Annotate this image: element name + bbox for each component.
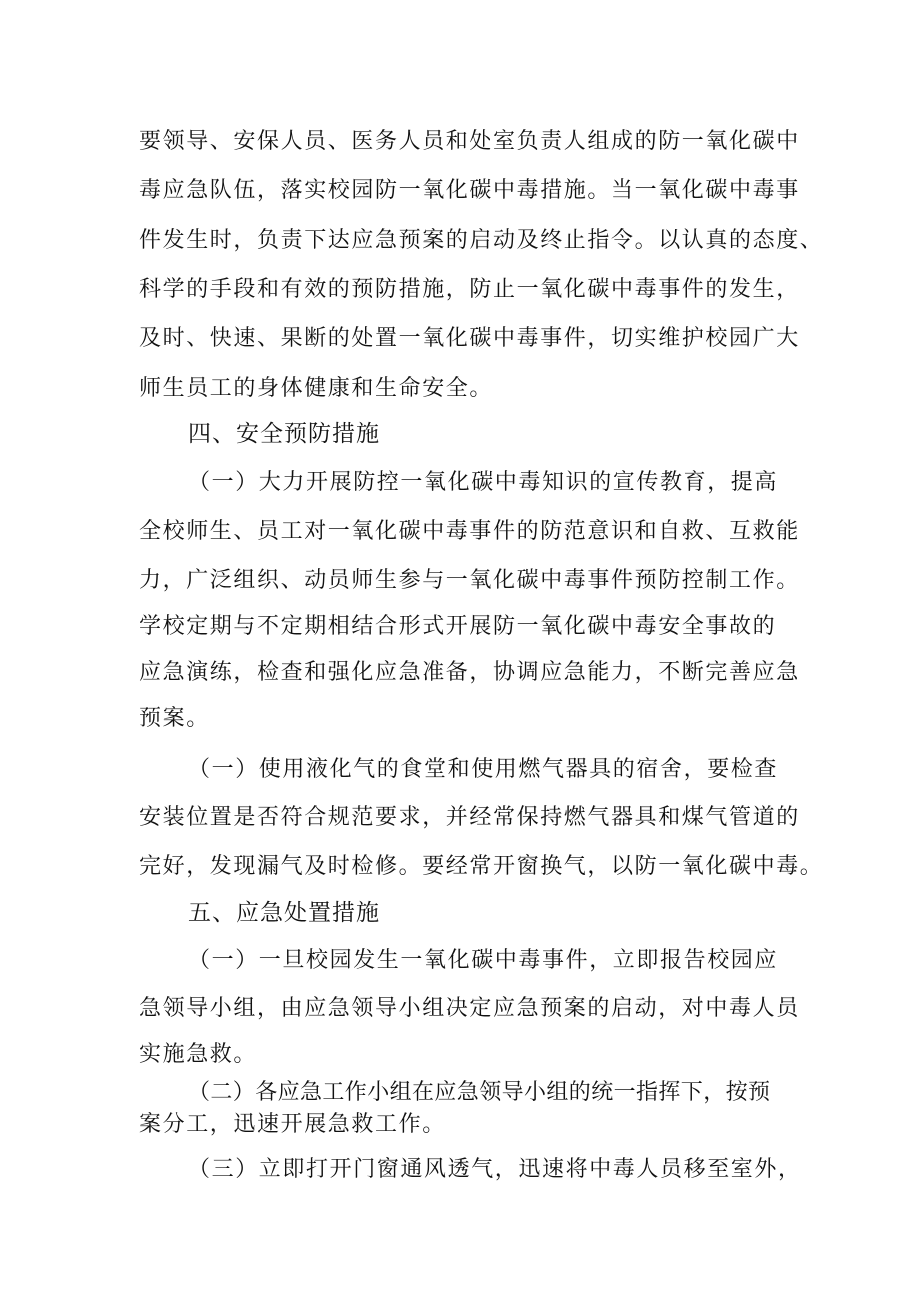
text-line: 要领导、安保人员、医务人员和处室负责人组成的防一氧化碳中 <box>139 129 800 154</box>
text-line: 学校定期与不定期相结合形式开展防一氧化碳中毒安全事故的 <box>139 614 777 639</box>
text-line: 案分工，迅速开展急救工作。 <box>139 1112 446 1137</box>
text-line: 件发生时，负责下达应急预案的启动及终止指令。以认真的态度、 <box>139 228 824 253</box>
text-line: 毒应急队伍，落实校园防一氧化碳中毒措施。当一氧化碳中毒事 <box>139 178 800 203</box>
text-line: 安装位置是否符合规范要求，并经常保持燃气器具和煤气管道的 <box>139 805 800 830</box>
section-heading: 五、应急处置措施 <box>188 900 380 926</box>
text-line: （一）大力开展防控一氧化碳中毒知识的宣传教育，提高 <box>188 470 779 495</box>
text-line: 实施急救。 <box>139 1042 258 1067</box>
section-heading: 四、安全预防措施 <box>188 421 380 447</box>
text-line: （三）立即打开门窗通风透气，迅速将中毒人员移至室外， <box>188 1157 802 1182</box>
text-line: 师生员工的身体健康和生命安全。 <box>139 376 494 401</box>
text-line: 及时、快速、果断的处置一氧化碳中毒事件，切实维护校园广大 <box>139 326 800 351</box>
text-line: （一）使用液化气的食堂和使用燃气器具的宿舍，要检查 <box>188 757 779 782</box>
text-line: （二）各应急工作小组在应急领导小组的统一指挥下，按预 <box>188 1080 771 1105</box>
text-line: 全校师生、员工对一氧化碳中毒事件的防范意识和自救、互救能 <box>139 519 800 544</box>
text-line: 急领导小组，由应急领导小组决定应急预案的启动，对中毒人员 <box>139 996 800 1021</box>
text-line: （一）一旦校园发生一氧化碳中毒事件，立即报告校园应 <box>188 948 779 973</box>
text-line: 预案。 <box>139 706 210 731</box>
text-line: 应急演练，检查和强化应急准备，协调应急能力，不断完善应急 <box>139 660 800 685</box>
text-line: 力，广泛组织、动员师生参与一氧化碳中毒事件预防控制工作。 <box>139 568 800 593</box>
text-line: 完好，发现漏气及时检修。要经常开窗换气，以防一氧化碳中毒。 <box>139 854 824 879</box>
text-line: 科学的手段和有效的预防措施，防止一氧化碳中毒事件的发生， <box>139 277 800 302</box>
